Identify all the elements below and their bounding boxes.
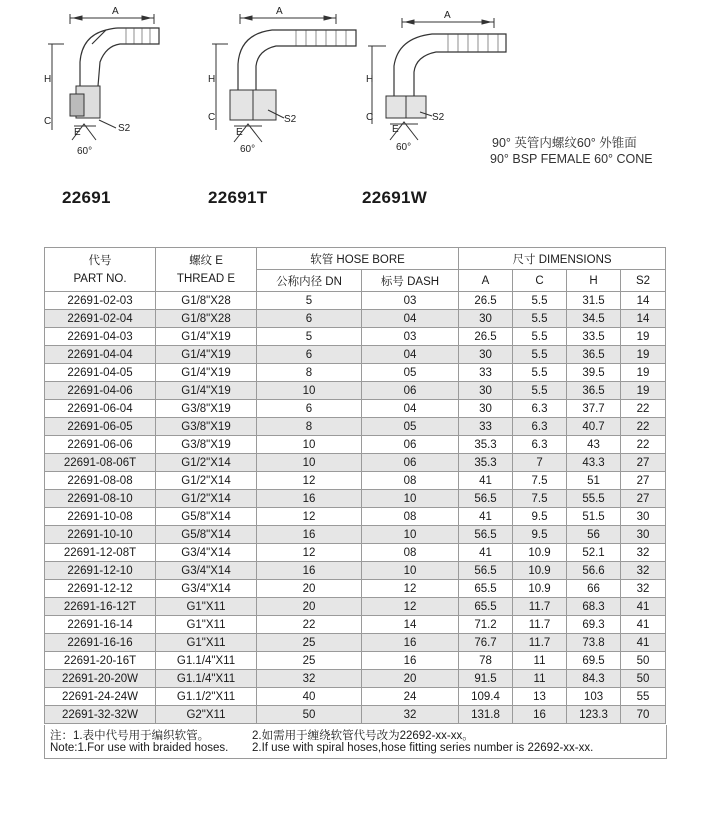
model-label-22691W: 22691W [362, 188, 428, 207]
cell-dn: 10 [257, 454, 362, 472]
cell-s2: 50 [621, 670, 666, 688]
cell-h: 39.5 [567, 364, 621, 382]
cell-dash: 06 [362, 454, 459, 472]
cell-part: 22691-02-03 [45, 292, 156, 310]
cell-part: 22691-08-10 [45, 490, 156, 508]
cell-c: 6.3 [513, 436, 567, 454]
cell-s2: 19 [621, 364, 666, 382]
cell-s2: 19 [621, 382, 666, 400]
cell-dash: 08 [362, 544, 459, 562]
cell-s2: 14 [621, 310, 666, 328]
cell-a: 131.8 [459, 706, 513, 724]
cell-part: 22691-08-06T [45, 454, 156, 472]
cell-thread: G1/4"X19 [156, 346, 257, 364]
cell-dash: 20 [362, 670, 459, 688]
cell-thread: G1/2"X14 [156, 490, 257, 508]
cell-part: 22691-20-20W [45, 670, 156, 688]
cell-s2: 41 [621, 598, 666, 616]
cell-dn: 40 [257, 688, 362, 706]
cell-dn: 6 [257, 400, 362, 418]
cell-c: 7.5 [513, 472, 567, 490]
svg-text:S2: S2 [432, 112, 445, 123]
notes-box [44, 725, 667, 759]
cell-c: 11.7 [513, 616, 567, 634]
table-row [45, 688, 666, 706]
cell-dash: 04 [362, 310, 459, 328]
cell-dash: 05 [362, 364, 459, 382]
cell-a: 30 [459, 382, 513, 400]
cell-dn: 20 [257, 598, 362, 616]
cell-dn: 12 [257, 508, 362, 526]
header-h: H [567, 270, 621, 292]
cell-s2: 30 [621, 526, 666, 544]
header-a: A [459, 270, 513, 292]
svg-text:A: A [444, 10, 451, 21]
cell-h: 31.5 [567, 292, 621, 310]
cell-thread: G3/8"X19 [156, 418, 257, 436]
cell-c: 11 [513, 670, 567, 688]
cell-a: 33 [459, 364, 513, 382]
cell-dash: 06 [362, 436, 459, 454]
cell-a: 109.4 [459, 688, 513, 706]
cell-s2: 30 [621, 508, 666, 526]
cell-part: 22691-06-05 [45, 418, 156, 436]
cell-thread: G3/4"X14 [156, 544, 257, 562]
cell-dash: 04 [362, 400, 459, 418]
cell-thread: G3/8"X19 [156, 436, 257, 454]
cell-c: 5.5 [513, 364, 567, 382]
svg-text:A: A [276, 6, 283, 17]
table-row [45, 472, 666, 490]
cell-a: 65.5 [459, 598, 513, 616]
cell-part: 22691-16-14 [45, 616, 156, 634]
table-row [45, 706, 666, 724]
cell-a: 30 [459, 310, 513, 328]
cell-h: 69.5 [567, 652, 621, 670]
cell-dash: 03 [362, 328, 459, 346]
model-label-22691T: 22691T [208, 188, 268, 207]
cell-a: 78 [459, 652, 513, 670]
cell-s2: 19 [621, 346, 666, 364]
cell-a: 91.5 [459, 670, 513, 688]
header-s2: S2 [621, 270, 666, 292]
cell-part: 22691-32-32W [45, 706, 156, 724]
cell-s2: 19 [621, 328, 666, 346]
table-row [45, 490, 666, 508]
description-en: 90° BSP FEMALE 60° CONE [490, 152, 653, 166]
cell-s2: 22 [621, 436, 666, 454]
cell-thread: G1/2"X14 [156, 472, 257, 490]
cell-s2: 32 [621, 544, 666, 562]
cell-part: 22691-04-05 [45, 364, 156, 382]
svg-text:S2: S2 [284, 114, 297, 125]
note-en-1: Note:1.For use with braided hoses. [50, 742, 229, 754]
svg-text:60°: 60° [240, 144, 256, 155]
cell-c: 10.9 [513, 580, 567, 598]
cell-thread: G1/4"X19 [156, 364, 257, 382]
cell-c: 9.5 [513, 526, 567, 544]
cell-c: 10.9 [513, 544, 567, 562]
cell-c: 11.7 [513, 634, 567, 652]
table-row [45, 562, 666, 580]
cell-h: 37.7 [567, 400, 621, 418]
cell-c: 5.5 [513, 292, 567, 310]
table-row [45, 670, 666, 688]
cell-dash: 24 [362, 688, 459, 706]
svg-text:E: E [392, 124, 399, 135]
cell-h: 68.3 [567, 598, 621, 616]
header-part-cn: 代号 [88, 254, 112, 267]
table-row [45, 526, 666, 544]
svg-text:H: H [366, 74, 374, 85]
cell-a: 56.5 [459, 562, 513, 580]
cell-part: 22691-04-03 [45, 328, 156, 346]
cell-dash: 08 [362, 472, 459, 490]
cell-dn: 16 [257, 490, 362, 508]
cell-s2: 41 [621, 616, 666, 634]
cell-dash: 10 [362, 526, 459, 544]
cell-s2: 55 [621, 688, 666, 706]
cell-a: 26.5 [459, 328, 513, 346]
cell-a: 35.3 [459, 436, 513, 454]
cell-a: 71.2 [459, 616, 513, 634]
cell-h: 69.3 [567, 616, 621, 634]
cell-part: 22691-10-10 [45, 526, 156, 544]
cell-a: 41 [459, 472, 513, 490]
spec-table [44, 247, 666, 724]
header-thread-cn: 螺纹 E [189, 254, 223, 267]
cell-c: 11 [513, 652, 567, 670]
cell-a: 65.5 [459, 580, 513, 598]
table-row [45, 436, 666, 454]
cell-h: 51 [567, 472, 621, 490]
cell-h: 36.5 [567, 346, 621, 364]
cell-dn: 10 [257, 382, 362, 400]
cell-part: 22691-08-08 [45, 472, 156, 490]
svg-text:H: H [208, 74, 216, 85]
table-row [45, 652, 666, 670]
cell-thread: G1/8"X28 [156, 292, 257, 310]
cell-h: 55.5 [567, 490, 621, 508]
header-dimensions: 尺寸 DIMENSIONS [459, 248, 666, 270]
cell-dn: 5 [257, 292, 362, 310]
cell-dash: 12 [362, 580, 459, 598]
note-en-2: 2.If use with spiral hoses,hose fitting series number is 22692-xx-xx. [252, 742, 594, 754]
svg-text:C: C [44, 116, 52, 127]
cell-thread: G1.1/4"X11 [156, 670, 257, 688]
cell-h: 33.5 [567, 328, 621, 346]
table-row [45, 310, 666, 328]
header-dn: 公称内径 DN [257, 270, 362, 292]
fitting-drawing-22691T [206, 0, 366, 160]
spec-table-body [45, 292, 666, 724]
cell-h: 66 [567, 580, 621, 598]
svg-text:E: E [74, 127, 81, 138]
cell-part: 22691-06-06 [45, 436, 156, 454]
cell-dash: 10 [362, 490, 459, 508]
model-label-22691: 22691 [62, 188, 111, 207]
description-cn: 90° 英管内螺纹60° 外锥面 [492, 136, 637, 150]
cell-dn: 8 [257, 364, 362, 382]
table-row [45, 364, 666, 382]
cell-c: 6.3 [513, 400, 567, 418]
cell-a: 33 [459, 418, 513, 436]
cell-dn: 6 [257, 346, 362, 364]
cell-h: 43 [567, 436, 621, 454]
cell-h: 52.1 [567, 544, 621, 562]
cell-a: 56.5 [459, 490, 513, 508]
cell-thread: G1/2"X14 [156, 454, 257, 472]
cell-h: 40.7 [567, 418, 621, 436]
cell-h: 123.3 [567, 706, 621, 724]
cell-s2: 27 [621, 454, 666, 472]
cell-a: 30 [459, 346, 513, 364]
cell-part: 22691-16-16 [45, 634, 156, 652]
table-row [45, 328, 666, 346]
table-row [45, 544, 666, 562]
cell-dn: 20 [257, 580, 362, 598]
header-c: C [513, 270, 567, 292]
cell-thread: G3/4"X14 [156, 562, 257, 580]
cell-thread: G1"X11 [156, 634, 257, 652]
cell-h: 56.6 [567, 562, 621, 580]
svg-text:A: A [112, 6, 119, 17]
note-cn-2: 2.如需用于缠绕软管代号改为22692-xx-xx。 [252, 730, 474, 742]
cell-a: 76.7 [459, 634, 513, 652]
cell-c: 13 [513, 688, 567, 706]
cell-dn: 10 [257, 436, 362, 454]
svg-text:C: C [366, 112, 374, 123]
cell-s2: 32 [621, 562, 666, 580]
header-thread-en: THREAD E [176, 272, 236, 285]
table-row [45, 616, 666, 634]
cell-part: 22691-16-12T [45, 598, 156, 616]
cell-c: 7 [513, 454, 567, 472]
cell-s2: 22 [621, 418, 666, 436]
cell-dn: 50 [257, 706, 362, 724]
cell-part: 22691-10-08 [45, 508, 156, 526]
cell-dn: 12 [257, 472, 362, 490]
cell-a: 56.5 [459, 526, 513, 544]
svg-text:S2: S2 [118, 123, 131, 134]
cell-h: 43.3 [567, 454, 621, 472]
cell-a: 41 [459, 508, 513, 526]
cell-dash: 16 [362, 652, 459, 670]
cell-a: 41 [459, 544, 513, 562]
cell-dn: 25 [257, 634, 362, 652]
table-row [45, 634, 666, 652]
fitting-drawing-22691 [44, 0, 164, 160]
table-row [45, 454, 666, 472]
cell-c: 10.9 [513, 562, 567, 580]
note-cn-1: 注：1.表中代号用于编织软管。 [50, 730, 210, 742]
table-row [45, 418, 666, 436]
cell-s2: 41 [621, 634, 666, 652]
header-thread [156, 248, 257, 292]
cell-s2: 27 [621, 490, 666, 508]
cell-part: 22691-24-24W [45, 688, 156, 706]
cell-thread: G2"X11 [156, 706, 257, 724]
cell-a: 26.5 [459, 292, 513, 310]
cell-thread: G1.1/2"X11 [156, 688, 257, 706]
cell-dash: 05 [362, 418, 459, 436]
svg-text:E: E [236, 127, 243, 138]
cell-a: 35.3 [459, 454, 513, 472]
cell-thread: G1/4"X19 [156, 382, 257, 400]
svg-text:C: C [208, 112, 216, 123]
header-part-no [45, 248, 156, 292]
cell-part: 22691-12-08T [45, 544, 156, 562]
cell-dash: 04 [362, 346, 459, 364]
cell-s2: 14 [621, 292, 666, 310]
cell-part: 22691-04-04 [45, 346, 156, 364]
cell-s2: 32 [621, 580, 666, 598]
cell-thread: G1/8"X28 [156, 310, 257, 328]
cell-dash: 32 [362, 706, 459, 724]
cell-thread: G1"X11 [156, 616, 257, 634]
cell-thread: G1/4"X19 [156, 328, 257, 346]
cell-c: 6.3 [513, 418, 567, 436]
cell-thread: G5/8"X14 [156, 526, 257, 544]
header-hose-bore: 软管 HOSE BORE [257, 248, 459, 270]
svg-text:60°: 60° [396, 142, 412, 153]
cell-thread: G5/8"X14 [156, 508, 257, 526]
cell-part: 22691-20-16T [45, 652, 156, 670]
cell-part: 22691-02-04 [45, 310, 156, 328]
cell-h: 36.5 [567, 382, 621, 400]
table-row [45, 508, 666, 526]
cell-dn: 32 [257, 670, 362, 688]
cell-c: 5.5 [513, 382, 567, 400]
cell-h: 103 [567, 688, 621, 706]
cell-h: 34.5 [567, 310, 621, 328]
cell-thread: G3/8"X19 [156, 400, 257, 418]
table-row [45, 346, 666, 364]
cell-part: 22691-12-10 [45, 562, 156, 580]
cell-thread: G3/4"X14 [156, 580, 257, 598]
cell-dn: 25 [257, 652, 362, 670]
cell-c: 5.5 [513, 346, 567, 364]
cell-dash: 12 [362, 598, 459, 616]
cell-dash: 03 [362, 292, 459, 310]
table-row [45, 580, 666, 598]
table-row [45, 400, 666, 418]
cell-dn: 22 [257, 616, 362, 634]
cell-a: 30 [459, 400, 513, 418]
cell-dn: 12 [257, 544, 362, 562]
table-row [45, 598, 666, 616]
cell-dash: 14 [362, 616, 459, 634]
cell-dash: 16 [362, 634, 459, 652]
cell-c: 7.5 [513, 490, 567, 508]
cell-dn: 16 [257, 526, 362, 544]
cell-h: 56 [567, 526, 621, 544]
cell-s2: 22 [621, 400, 666, 418]
svg-text:60°: 60° [77, 146, 93, 157]
table-row [45, 382, 666, 400]
svg-text:H: H [44, 74, 52, 85]
cell-c: 16 [513, 706, 567, 724]
cell-c: 11.7 [513, 598, 567, 616]
header-dash: 标号 DASH [362, 270, 459, 292]
cell-h: 84.3 [567, 670, 621, 688]
cell-c: 9.5 [513, 508, 567, 526]
cell-part: 22691-12-12 [45, 580, 156, 598]
cell-dash: 10 [362, 562, 459, 580]
cell-s2: 27 [621, 472, 666, 490]
cell-s2: 70 [621, 706, 666, 724]
table-row [45, 292, 666, 310]
cell-dash: 06 [362, 382, 459, 400]
cell-dash: 08 [362, 508, 459, 526]
cell-s2: 50 [621, 652, 666, 670]
cell-dn: 6 [257, 310, 362, 328]
cell-c: 5.5 [513, 328, 567, 346]
cell-dn: 16 [257, 562, 362, 580]
cell-part: 22691-04-06 [45, 382, 156, 400]
header-part-en: PART NO. [73, 272, 127, 285]
cell-part: 22691-06-04 [45, 400, 156, 418]
cell-dn: 5 [257, 328, 362, 346]
cell-h: 73.8 [567, 634, 621, 652]
cell-thread: G1"X11 [156, 598, 257, 616]
cell-h: 51.5 [567, 508, 621, 526]
cell-thread: G1.1/4"X11 [156, 652, 257, 670]
cell-c: 5.5 [513, 310, 567, 328]
cell-dn: 8 [257, 418, 362, 436]
